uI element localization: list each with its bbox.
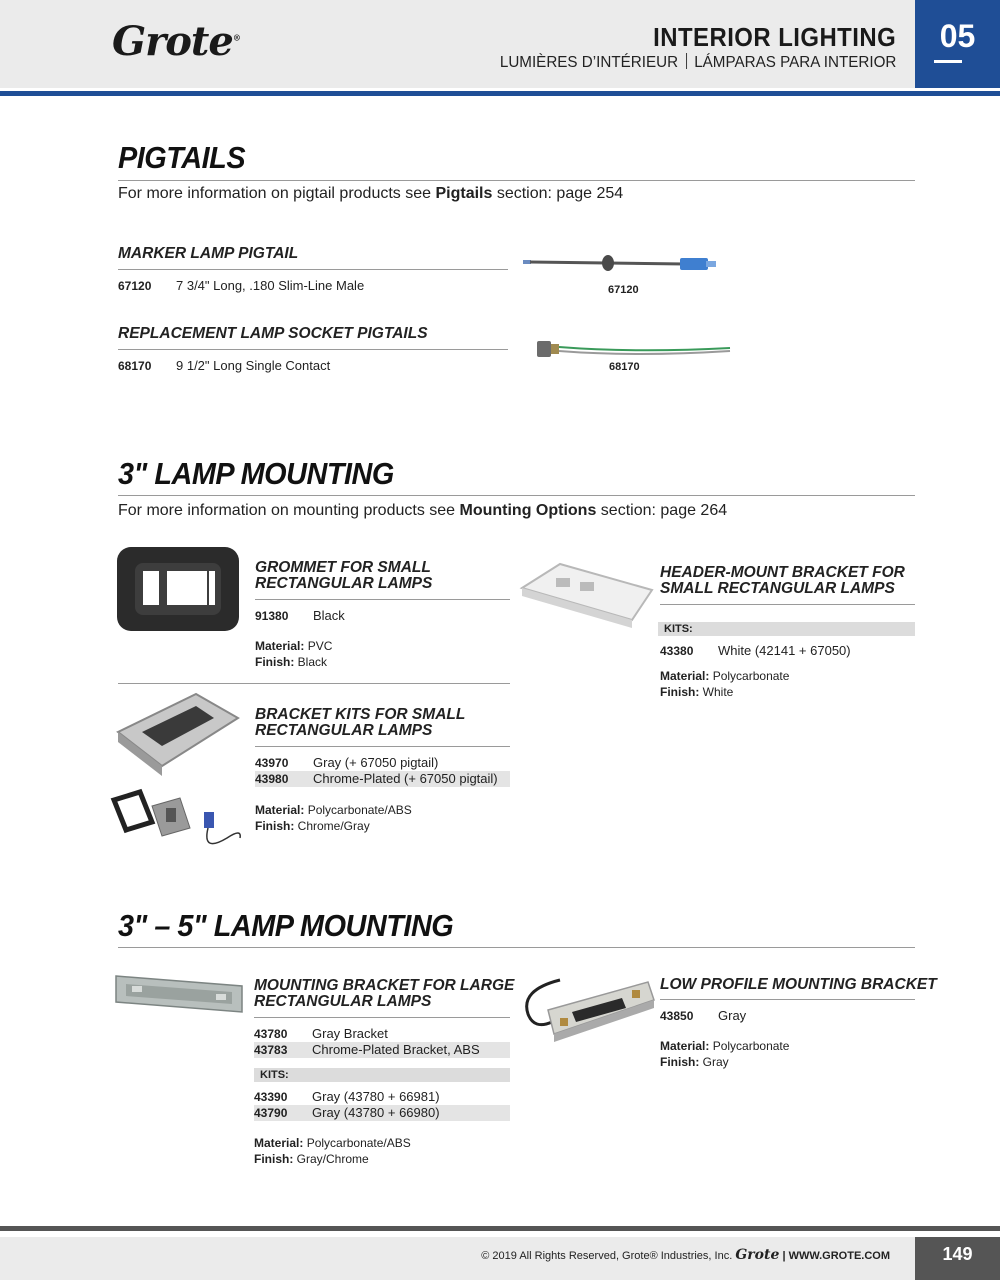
- grommet-image: [115, 545, 245, 635]
- image-caption: 68170: [609, 361, 640, 373]
- product-row: 43970 Gray (+ 67050 pigtail): [255, 755, 439, 770]
- large-bracket-title: MOUNTING BRACKET FOR LARGE RECTANGULAR LAMPS: [254, 977, 515, 1010]
- low-profile-bracket-image: [522, 970, 657, 1060]
- grote-logo-small: Grote: [735, 1247, 780, 1263]
- page-number: 149: [915, 1237, 1000, 1280]
- product-row: 43783 Chrome-Plated Bracket, ABS: [254, 1042, 510, 1058]
- footer-copyright: © 2019 All Rights Reserved, Grote® Industries, Inc. Grote | WWW.GROTE.COM: [481, 1247, 890, 1263]
- image-caption: 67120: [608, 284, 639, 296]
- product-row: 43850 Gray: [660, 1008, 747, 1023]
- header-mount-bracket-image: [520, 558, 655, 633]
- product-row: 43790 Gray (43780 + 66980): [254, 1105, 510, 1121]
- product-row: 43780 Gray Bracket: [254, 1026, 388, 1041]
- large-bracket-image: [112, 970, 247, 1020]
- pigtails-title: PIGTAILS: [118, 140, 246, 175]
- footer-url[interactable]: | WWW.GROTE.COM: [782, 1250, 890, 1262]
- lamp-mounting-intro: For more information on mounting products see Mounting Options section: page 264: [118, 502, 728, 519]
- chapter-tab: 05: [915, 0, 1000, 88]
- product-row: 91380 Black: [255, 608, 345, 623]
- footer-rule: [0, 1226, 1000, 1231]
- product-row: 43390 Gray (43780 + 66981): [254, 1089, 440, 1104]
- grommet-title: GROMMET FOR SMALL RECTANGULAR LAMPS: [255, 559, 433, 592]
- bracket-kits-title: BRACKET KITS FOR SMALL RECTANGULAR LAMPS: [255, 706, 466, 739]
- product-row: 43380 White (42141 + 67050): [660, 643, 851, 658]
- kits-label: KITS:: [658, 622, 915, 636]
- lamp-mounting-3-5in-title: 3" – 5" LAMP MOUNTING: [118, 908, 454, 943]
- header-rule: [0, 91, 1000, 96]
- kits-label: KITS:: [254, 1068, 510, 1082]
- pigtails-intro: For more information on pigtail products see Pigtails section: page 254: [118, 185, 624, 202]
- product-row: 43980 Chrome-Plated (+ 67050 pigtail): [255, 771, 510, 787]
- large-bracket-specs: Material: Polycarbonate/ABS Finish: Gray/Chrome: [254, 1136, 411, 1166]
- socket-pigtail-title: REPLACEMENT LAMP SOCKET PIGTAILS: [118, 325, 428, 342]
- product-row: 67120 7 3/4" Long, .180 Slim-Line Male: [118, 278, 365, 293]
- product-row: 68170 9 1/2" Long Single Contact: [118, 358, 331, 373]
- bracket-kit-image: [112, 688, 242, 848]
- marker-pigtail-title: MARKER LAMP PIGTAIL: [118, 245, 299, 262]
- low-profile-title: LOW PROFILE MOUNTING BRACKET: [660, 976, 937, 993]
- header-mount-specs: Material: Polycarbonate Finish: White: [660, 669, 790, 699]
- bracket-kits-specs: Material: Polycarbonate/ABS Finish: Chrome/Gray: [255, 803, 412, 833]
- pigtails-rule: [118, 180, 915, 181]
- marker-pigtail-image: [520, 250, 720, 280]
- header-mount-title: HEADER-MOUNT BRACKET FOR SMALL RECTANGULAR LAMPS: [660, 564, 905, 597]
- grommet-specs: Material: PVC Finish: Black: [255, 639, 333, 669]
- section-subheading: LUMIÈRES D’INTÉRIEUR LÁMPARAS PARA INTERIOR: [499, 54, 896, 71]
- low-profile-specs: Material: Polycarbonate Finish: Gray: [660, 1039, 790, 1069]
- section-heading: INTERIOR LIGHTING: [652, 22, 896, 52]
- grote-logo: Grote®: [112, 18, 240, 65]
- lamp-mounting-3in-title: 3" LAMP MOUNTING: [118, 456, 394, 491]
